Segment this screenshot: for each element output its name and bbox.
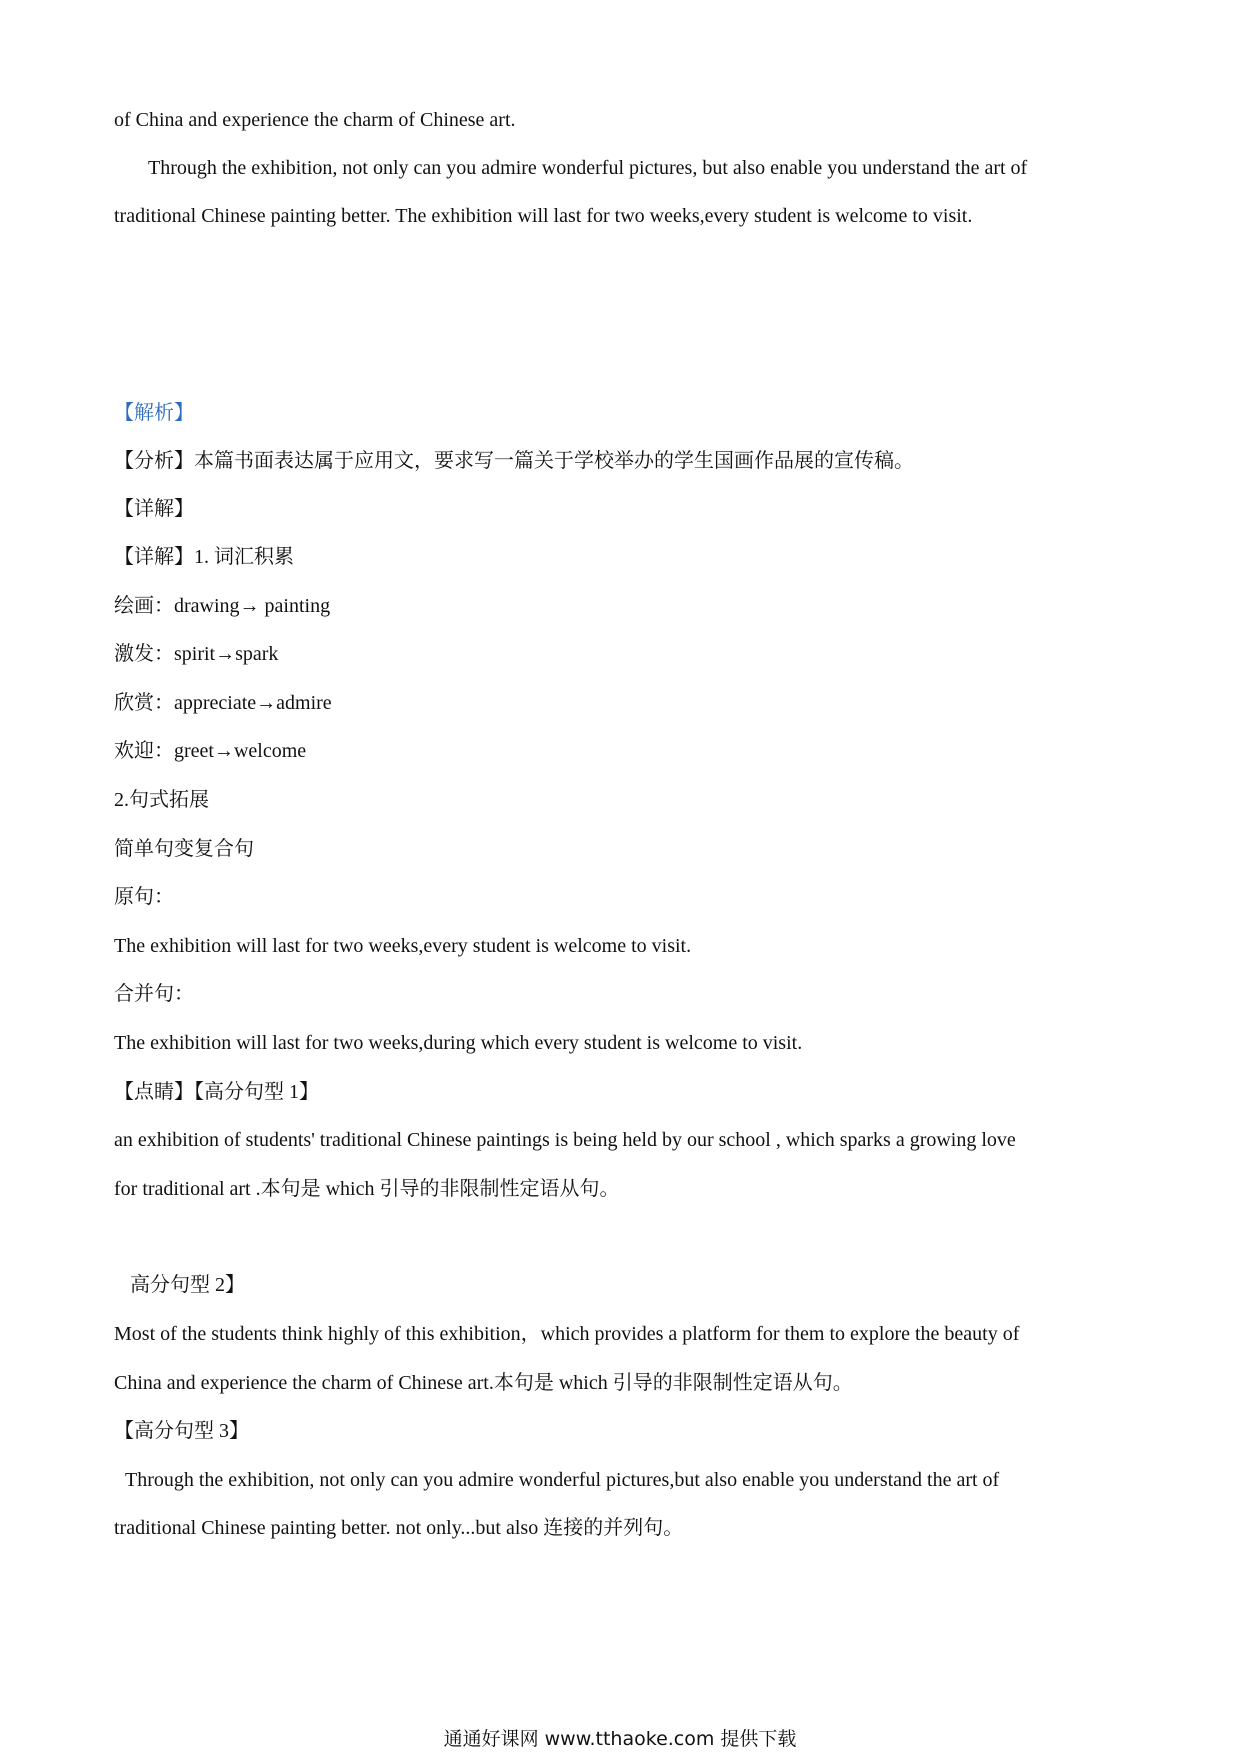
page-footer: 通通好课网 www.tthaoke.com 提供下载 — [443, 1728, 797, 1750]
analysis-fenxi: 【分析】本篇书面表达属于应用文，要求写一篇关于学校举办的学生国画作品展的宣传稿。 — [114, 450, 914, 472]
combined-label: 合并句： — [114, 983, 194, 1005]
original-sentence: The exhibition will last for two weeks,every student is welcome to visit. — [114, 935, 692, 957]
highlight2-title: 高分句型 2】 — [130, 1274, 245, 1296]
sentence-title: 2.句式拓展 — [114, 789, 209, 811]
xiangjie-heading: 【详解】 — [114, 498, 194, 520]
highlight3-line: Through the exhibition, not only can you admire wonderful pictures,but also enable you understand the art of — [125, 1469, 1000, 1491]
highlight2-line: Most of the students think highly of this exhibition，which provides a platform for them to explore the beauty of — [114, 1323, 1020, 1345]
vocab-item: 欢迎：greet→welcome — [114, 740, 307, 762]
highlight1-title: 【点睛】【高分句型 1】 — [114, 1081, 319, 1103]
highlight1-line: an exhibition of students' traditional Chinese paintings is being held by our school , which sparks a growing love — [114, 1129, 1016, 1151]
vocab-item: 绘画：drawing→ painting — [114, 595, 331, 617]
highlight3-title: 【高分句型 3】 — [114, 1420, 249, 1442]
highlight3-line: traditional Chinese painting better. not only...but also 连接的并列句。 — [114, 1517, 684, 1539]
vocab-item: 激发：spirit→spark — [114, 643, 279, 665]
highlight1-line: for traditional art .本句是 which 引导的非限制性定语从句。 — [114, 1178, 620, 1200]
highlight2-line: China and experience the charm of Chinese art.本句是 which 引导的非限制性定语从句。 — [114, 1372, 853, 1394]
essay-line: traditional Chinese painting better. The exhibition will last for two weeks,every student is welcome to visit. — [114, 205, 973, 227]
analysis-heading: 【解析】 — [114, 402, 194, 424]
vocab-item: 欣赏：appreciate→admire — [114, 692, 332, 714]
vocab-title: 【详解】1. 词汇积累 — [114, 546, 294, 568]
combined-sentence: The exhibition will last for two weeks,during which every student is welcome to visit. — [114, 1032, 803, 1054]
essay-line: of China and experience the charm of Chinese art. — [114, 109, 516, 131]
original-label: 原句： — [114, 886, 174, 908]
sentence-subtitle: 简单句变复合句 — [114, 838, 254, 860]
essay-paragraph-start: Through the exhibition, not only can you admire wonderful pictures, but also enable you understand the art of — [148, 157, 1028, 179]
